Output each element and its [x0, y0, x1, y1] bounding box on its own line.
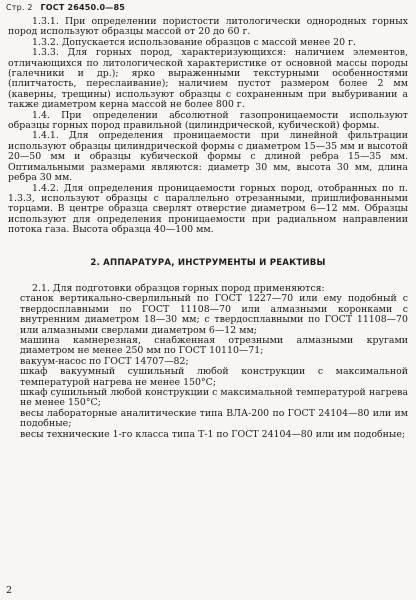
running-header	[6, 3, 130, 12]
page-label: Стр. 2	[6, 3, 33, 12]
equipment-item: шкаф сушильный любой конструкции с максимальной температурой нагрева не менее 150°С;	[20, 387, 408, 409]
section-heading: 2. АППАРАТУРА, ИНСТРУМЕНТЫ И РЕАКТИВЫ	[90, 257, 326, 268]
section-1-paragraphs	[8, 17, 408, 236]
paragraph: 2.1. Для подготовки образцов горных пород применяются:	[32, 282, 325, 294]
paragraph: 1.4. При определении абсолютной газопроницаемости используют образцы горных пород правильной (цилиндрической, кубической) формы.	[8, 109, 408, 132]
equipment-item: весы технические 1-го класса типа Т-1 по ГОСТ 24104—80 или им подобные;	[20, 428, 406, 440]
section-2-paragraphs	[8, 284, 408, 440]
paragraph: 1.3.3. Для горных пород, характеризующихся: наличием элементов, отличающихся по литологической характеристике от основной массы породы (галечники и др.); ярко выраженными текстурными особенностями (плитчатость, переслаивание); наличием пустот размером более 2 мм (каверны, трещины) используют образцы с сохраненным при выбуривании а также диаметром керна массой не более 800 г.	[8, 47, 408, 111]
standard-number: ГОСТ 26450.0—85	[40, 3, 126, 12]
equipment-item: станок вертикально-сверлильный по ГОСТ 1227—70 или ему подобный с твердосплавными по ГОСТ 11108—70 или алмазными коронками с внутренним диаметром 18—30 мм; с твердосплавными по ГОСТ 11108—70 или алмазными сверлами диаметром 6—12 мм;	[20, 293, 408, 336]
page-number: 2	[6, 585, 13, 596]
equipment-item: машина камнерезная, снабженная отрезными алмазными кругами диаметром не менее 250 мм по ГОСТ 10110—71;	[20, 334, 408, 357]
paragraph: 1.3.2. Допускается использование образцов с массой менее 20 г.	[32, 36, 356, 48]
document-body	[8, 17, 408, 440]
paragraph: 1.3.1. При определении пористости литологически однородных горных пород используют образцы массой от 20 до 60 г.	[8, 16, 408, 38]
paragraph: 1.4.2. Для определения проницаемости горных пород, отобранных по п. 1.3.3, используют образцы с параллельно отрезанными, пришлифованными торцами. В центре образца сверлят отверстие диаметром 6—12 мм. Образцы используют для определения проницаемости при радиальном направлении потока газа. Высота образца 40—100 мм.	[8, 182, 408, 236]
equipment-item: шкаф вакуумный сушильный любой конструкции с максимальной температурой нагрева не менее 150°С;	[20, 366, 408, 388]
equipment-item: вакуум-насос по ГОСТ 14707—82;	[20, 355, 189, 367]
paragraph: 1.4.1. Для определения проницаемости при линейной фильтрации используют образцы цилиндрической формы с диаметром 15—35 мм и высотой 20—50 мм и образцы кубической формы с длиной ребра 15—35 мм. Оптимальными размерами являются: диаметр 30 мм, высота 30 мм, длина ребра 30 мм.	[8, 130, 408, 184]
equipment-item: весы лабораторные аналитические типа ВЛА-200 по ГОСТ 24104—80 или им подобные;	[20, 407, 408, 430]
